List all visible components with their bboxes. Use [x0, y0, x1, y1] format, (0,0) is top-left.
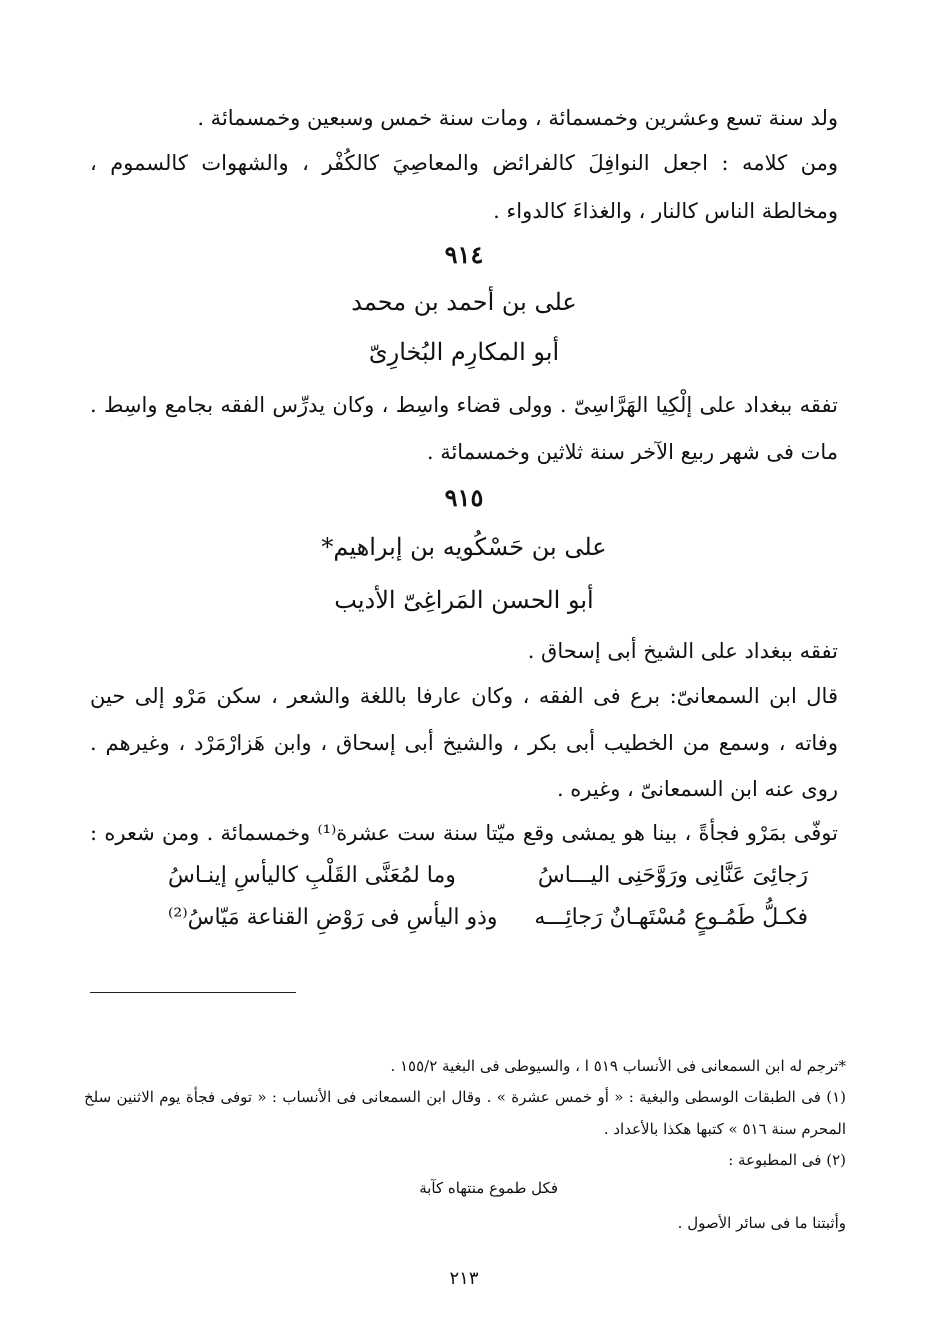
entry-number-915: ٩١٥: [444, 483, 484, 512]
body-line-3: ومخالطة الناس كالنار ، والغذاءَ كالدواء .: [493, 199, 838, 223]
footnote-1-line-2: المحرم سنة ٥١٦ » كتبها هكذا بالأعداد .: [603, 1120, 846, 1138]
entry-915-name: على بن حَسْكُويه بن إبراهيم*: [321, 533, 607, 561]
entry-915-line-5: توفّى بمَرْو فجأةً ، بينا هو يمشى وقع ميّتا سنة ست عشرة⁽¹⁾ وخمسمائة . ومن شعره :: [90, 821, 838, 845]
footnote-2-line-1: (٢) فى المطبوعة :: [728, 1151, 846, 1169]
footnote-2-verse: فكل طموع منتهاه كآبة: [419, 1179, 558, 1197]
entry-914-kunya: أبو المكارِم البُخارِىّ: [368, 338, 560, 366]
entry-915-line-4: روى عنه ابن السمعانىّ ، وغيره .: [556, 777, 838, 801]
verse-1-first-hemistich: رَجائِىَ عَنَّانِى ورَوَّحَنِى اليـــاسُ: [537, 863, 808, 888]
footnote-star: *ترجم له ابن السمعانى فى الأنساب ٥١٩ ا ، والسيوطى فى البغية ١٥٥/٢ .: [390, 1057, 846, 1075]
verse-1-second-hemistich: وما لمُعَنَّى القَلْبِ كاليأسِ إينـاسُ: [168, 863, 456, 888]
entry-915-line-2: قال ابن السمعانىّ: برع فى الفقه ، وكان عارفا باللغة والشعر ، سكن مَرْو إلى حين: [90, 684, 838, 708]
entry-915-kunya: أبو الحسن المَراغِىّ الأديب: [334, 586, 594, 614]
verse-2-second-hemistich: وذو اليأسِ فى رَوْضِ القناعة مَيّاسُ⁽²⁾: [168, 905, 498, 930]
body-line-1: ولد سنة تسع وعشرين وخمسمائة ، ومات سنة خمس وسبعين وخمسمائة .: [197, 106, 838, 130]
page-number: ٢١٣: [449, 1268, 479, 1289]
entry-914-line-1: تفقه ببغداد على إلْكِيا الهَرَّاسِىّ . وولى قضاء واسِط ، وكان يدرِّس الفقه بجامع واسِط .: [90, 393, 838, 417]
verse-2-first-hemistich: فكـلُّ طَمُـوعٍ مُسْتَهـانٌ رَجائِـــه: [534, 905, 808, 930]
footnote-separator: [90, 992, 296, 993]
entry-number-914: ٩١٤: [444, 240, 484, 269]
footnote-1-line-1: (١) فى الطبقات الوسطى والبغية : « أو خمس عشرة » . وقال ابن السمعانى فى الأنساب : « توفى فجأة يوم الاثنين سلخ: [84, 1088, 846, 1106]
body-line-2: ومن كلامه : اجعل النوافِلَ كالفرائض والمعاصِيَ كالكُفْر ، والشهوات كالسموم ،: [90, 151, 838, 175]
footnote-2-line-2: وأثبتنا ما فى سائر الأصول .: [677, 1214, 846, 1232]
entry-914-line-2: مات فى شهر ربيع الآخر سنة ثلاثين وخمسمائة .: [426, 440, 838, 464]
entry-914-name: على بن أحمد بن محمد: [351, 288, 577, 316]
entry-915-line-3: وفاته ، وسمع من الخطيب أبى بكر ، والشيخ أبى إسحاق ، وابن هَزارْمَرْد ، وغيرهم .: [90, 731, 838, 755]
entry-915-line-1: تفقه ببغداد على الشيخ أبى إسحاق .: [527, 639, 838, 663]
